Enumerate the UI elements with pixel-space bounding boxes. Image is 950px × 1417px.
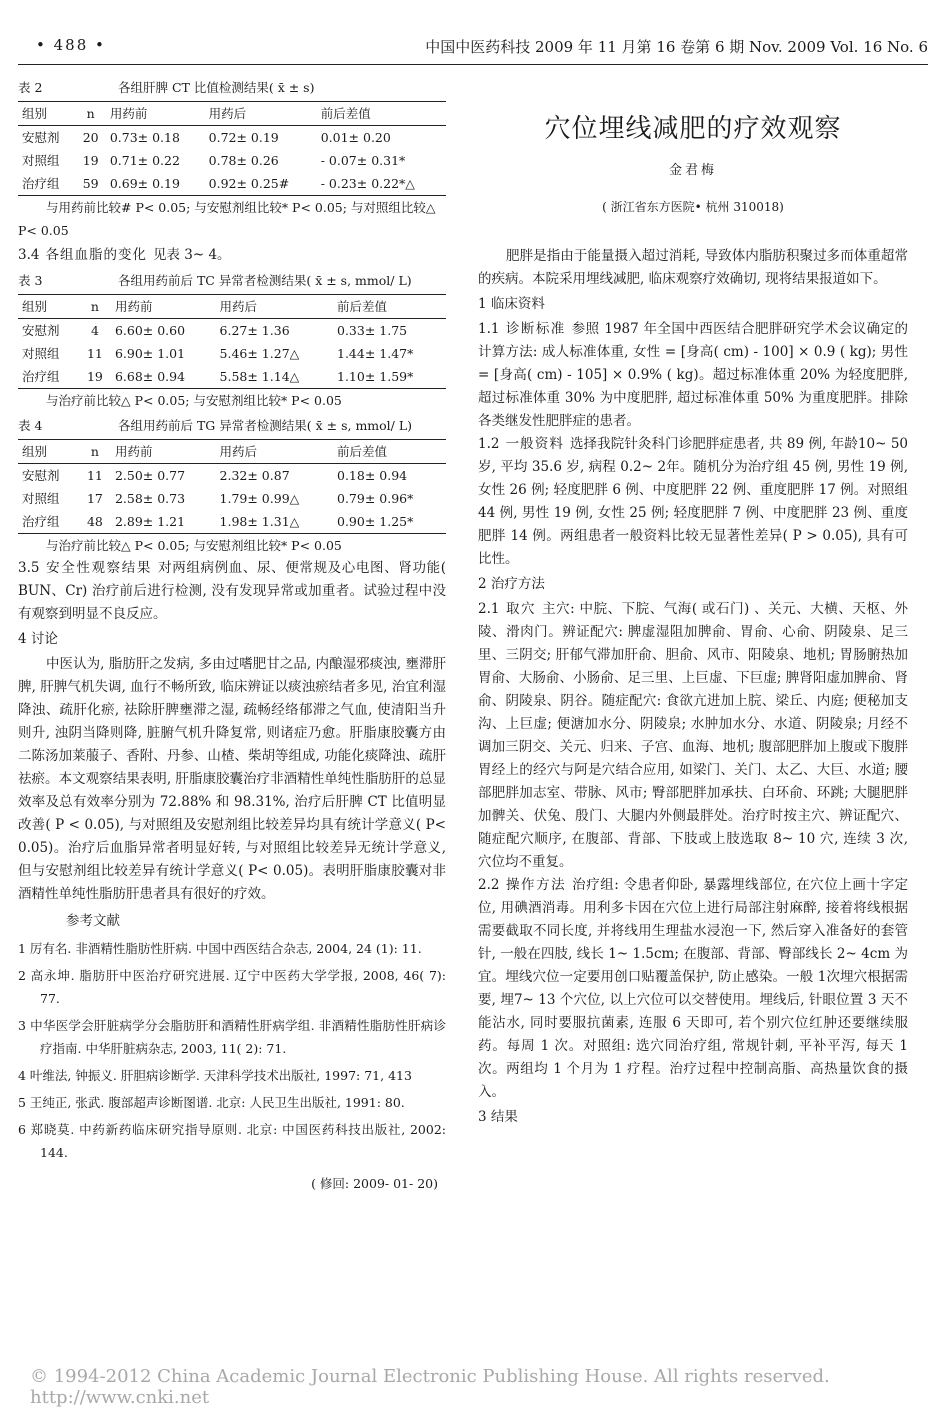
left-column <box>18 74 446 1195</box>
table-cell: 用药前 <box>111 295 216 319</box>
table-cell: 6.60± 0.60 <box>114 323 186 338</box>
table-cell: 0.90± 1.25* <box>333 510 446 534</box>
table-cell: 0.18± 0.94 <box>337 468 408 483</box>
reference-list <box>18 937 446 1164</box>
table-cell: 17 <box>86 491 103 506</box>
section-2-heading: 2 治疗方法 <box>478 576 545 592</box>
table-row <box>18 342 446 365</box>
table-cell: 安慰剂 <box>22 323 60 338</box>
table-row <box>18 172 446 196</box>
table-cell: 0.69± 0.19 <box>106 172 205 196</box>
table-cell: 前后差值 <box>333 295 446 319</box>
table-cell: 5.46± 1.27△ <box>219 346 300 361</box>
table-cell: - 0.23± 0.22*△ <box>317 172 446 196</box>
table-cell: 治疗组 <box>18 365 79 389</box>
table-cell: 2.58± 0.73 <box>114 491 186 506</box>
table-cell: 对照组 <box>22 153 60 168</box>
table-cell: 2.50± 0.77 <box>114 468 186 483</box>
section-1-heading: 1 临床资料 <box>478 296 545 312</box>
right-column <box>478 74 908 1131</box>
table-row <box>18 510 446 534</box>
reference-item: 3 中华医学会肝脏病学分会脂肪肝和酒精性肝病学组. 非酒精性脂肪性肝病诊疗指南. 中华肝脏病杂志, 2003, 11( 2): 71. <box>18 1018 446 1056</box>
table-cell: 2.32± 0.87 <box>219 468 290 483</box>
table-cell: n <box>79 295 111 319</box>
reference-item: 5 王纯正, 张武. 腹部超声诊断图谱. 北京: 人民卫生出版社, 1991: 80. <box>18 1095 405 1110</box>
table-cell: 对照组 <box>22 491 60 506</box>
table-cell: 前后差值 <box>333 440 446 464</box>
table-cell: 11 <box>86 346 103 361</box>
table-cell: 用药前 <box>106 102 205 126</box>
table-row <box>18 487 446 510</box>
table-cell: 安慰剂 <box>22 468 60 483</box>
reference-item: 2 高永坤. 脂肪肝中医治疗研究进展. 辽宁中医药大学学报, 2008, 46( 7): 77. <box>18 968 446 1006</box>
table-cell: - 0.07± 0.31* <box>320 153 406 168</box>
section-3-heading: 3 结果 <box>478 1109 518 1125</box>
table-cell: 0.92± 0.25# <box>205 172 317 196</box>
table3-caption: 表 3 各组用药前后 TC 异常者检测结果( x̄ ± s, mmol/ L) <box>18 273 412 288</box>
table-row <box>18 149 446 172</box>
intro-paragraph: 肥胖是指由于能量摄入超过消耗, 导致体内脂肪积聚过多而体重超常的疾病。本院采用埋线减肥, 临床观察疗效确切, 现将结果报道如下。 <box>478 248 908 287</box>
copyright-footer: © 1994-2012 China Academic Journal Electronic Publishing House. All rights reserved. http://www.cnki.net <box>30 1366 830 1408</box>
table-cell: 1.10± 1.59* <box>333 365 446 389</box>
table2-note: 与用药前比较# P< 0.05; 与安慰剂组比较* P< 0.05; 与对照组比较△ P< 0.05 <box>18 200 436 238</box>
table-cell: 2.89± 1.21 <box>111 510 216 534</box>
journal-info: 中国中医药科技 2009 年 11 月第 16 卷第 6 期 Nov. 2009 Vol. 16 No. 6 <box>425 38 928 56</box>
table-cell: 用药后 <box>216 295 333 319</box>
table4 <box>18 439 446 534</box>
table-cell: 1.44± 1.47* <box>337 346 414 361</box>
table-cell: 治疗组 <box>18 172 76 196</box>
table-header-row <box>18 440 446 464</box>
page-number: • 488 • <box>36 36 106 54</box>
table-cell: 前后差值 <box>317 102 446 126</box>
table-cell: 6.68± 0.94 <box>111 365 216 389</box>
table-cell: 48 <box>79 510 111 534</box>
section-2-1: 2.1 取穴 主穴: 中脘、下脘、气海( 或石门) 、关元、大横、天枢、外陵、滑肉门。辨证配穴: 脾虚湿阻加脾俞、胃俞、心俞、阴陵泉、足三里、三阴交; 肝郁气滞加肝俞、胆俞、风市、阳陵泉、地机; 胃肠腑热加胃俞、大肠俞、小肠俞、足三里、上巨虚、下巨虚; 脾肾阳虚加脾俞、肾俞、阴陵泉、阴谷。随症配穴: 食欲亢进加上脘、梁丘、内庭; 便秘加支沟、上巨虚; 便溏加水分、阴陵泉; 水肿加水分、水道、阴陵泉; 月经不调加三阴交、关元、归来、子宫、血海、地机; 腹部肥胖加上腹或下腹胖胃经上的经穴与阿是穴结合应用, 如梁门、关门、太乙、大巨、水道; 腰部肥胖加志室、带脉、风市; 臀部肥胖加承扶、白环俞、环跳; 大腿肥胖加髀关、伏兔、殷门、大腿内外侧最胖处。治疗时按主穴、辨证配穴、随症配穴顺序, 在腹部、背部、下肢或上肢选取 8~ 10 穴, 连续 3 次, 穴位均不重复。 <box>478 601 908 870</box>
table3-note: 与治疗前比较△ P< 0.05; 与安慰剂组比较* P< 0.05 <box>46 393 342 408</box>
table-cell: 组别 <box>18 295 79 319</box>
section-1-1: 1.1 诊断标准 参照 1987 年全国中西医结合肥胖研究学术会议确定的计算方法: 成人标准体重, 女性 = [身高( cm) - 100] × 0.9 ( kg); 男性 = [身高( cm) - 105] × 0.9% ( kg)。超过标准体重 20% 为轻度肥胖, 超过标准体重 30% 为中度肥胖, 超过标准体重 50% 为重度肥胖。排除各类继发性肥胖症的患者。 <box>478 321 908 429</box>
revision-date: ( 修回: 2009- 01- 20) <box>311 1176 438 1191</box>
table-row <box>18 365 446 389</box>
section-3-5: 3.5 安全性观察结果 对两组病例血、尿、便常规及心电图、肾功能( BUN、Cr) 治疗前后进行检测, 没有发现异常或加重者。试验过程中没有观察到明显不良反应。 <box>18 560 446 622</box>
table-header-row <box>18 295 446 319</box>
table-cell: 11 <box>86 468 103 483</box>
table-cell: 19 <box>79 365 111 389</box>
table-cell: 1.79± 0.99△ <box>219 491 300 506</box>
table-cell: 0.33± 1.75 <box>337 323 408 338</box>
table-cell: 19 <box>82 153 99 168</box>
article-title: 穴位埋线减肥的疗效观察 <box>544 114 842 144</box>
table-cell: 5.58± 1.14△ <box>216 365 333 389</box>
table-cell: 安慰剂 <box>22 130 60 145</box>
table-cell: 组别 <box>18 440 79 464</box>
table-cell: 6.90± 1.01 <box>114 346 186 361</box>
table2 <box>18 101 446 196</box>
table-cell: 4 <box>90 323 99 338</box>
reference-item: 4 叶维法, 钟振义. 肝胆病诊断学. 天津科学技术出版社, 1997: 71, 413 <box>18 1068 412 1083</box>
table-row <box>18 126 446 150</box>
reference-item: 6 郑晓莫. 中药新药临床研究指导原则. 北京: 中国医药科技出版社, 2002: 144. <box>18 1122 446 1160</box>
table-cell: 组别 <box>18 102 76 126</box>
table-row <box>18 319 446 343</box>
table-cell: 20 <box>82 130 99 145</box>
section-4-heading: 4 讨论 <box>18 631 58 647</box>
table-cell: 6.27± 1.36 <box>219 323 290 338</box>
table-cell: 0.72± 0.19 <box>208 130 279 145</box>
table-row <box>18 464 446 488</box>
table-cell: 治疗组 <box>18 510 79 534</box>
section-2-2: 2.2 操作方法 治疗组: 令患者仰卧, 暴露埋线部位, 在穴位上画十字定位, 用碘酒消毒。用利多卡因在穴位上进行局部注射麻醉, 接着将线根据需要截取不同长度, 并将线用生理盐水浸泡一下, 然后穿入准备好的套管针, 一般在四肢, 线长 1~ 1.5cm; 在腹部、背部、臀部线长 2~ 4cm 为宜。埋线穴位一定要用创口贴覆盖保护, 防止感染。一般 1次埋穴根据需要, 埋7~ 13 个穴位, 以上穴位可以交替使用。埋线后, 针眼位置 3 天不能沾水, 同时要服抗菌素, 连服 6 天即可, 若个别穴位红肿还要继续服药。每周 1 次。对照组: 选穴同治疗组, 常规针刺, 平补平泻, 每天 1 次。两组均 1 个月为 1 疗程。治疗过程中控制高脂、高热量饮食的摄入。 <box>478 877 909 1100</box>
section-1-2: 1.2 一般资料 选择我院针灸科门诊肥胖症患者, 共 89 例, 年龄10~ 50岁, 平均 35.6 岁, 病程 0.2~ 2年。随机分为治疗组 45 例, 男性 19 例, 女性 26 例; 轻度肥胖 6 例、中度肥胖 22 例、重度肥胖 17 例。对照组 44 例, 男性 19 例, 女性 25 例; 轻度肥胖 7 例、中度肥胖 23 例、重度肥胖 14 例。两组患者一般资料比较无显著性差异( P > 0.05), 具有可比性。 <box>478 436 908 567</box>
table-cell: 1.98± 1.31△ <box>216 510 333 534</box>
table-cell: 对照组 <box>22 346 60 361</box>
article-affiliation: ( 浙江省东方医院• 杭州 310018) <box>602 200 784 214</box>
table-cell: n <box>79 440 111 464</box>
discussion-paragraph: 中医认为, 脂肪肝之发病, 多由过嗜肥甘之品, 内酿湿邪痰浊, 壅滞肝脾, 肝脾气机失调, 血行不畅所致, 临床辨证以痰浊瘀结者多见, 治宜利湿降浊、疏肝化瘀, 祛除肝脾壅滞之湿, 疏畅经络郁滞之气血, 使清阳当升则升, 浊阴当降则降, 脏腑气机升降复常, 则诸症乃愈。肝脂康胶囊方由二陈汤加莱菔子、香附、丹参、山楂、柴胡等组成, 功能化痰降浊、疏肝祛瘀。本文观察结果表明, 肝脂康胶囊治疗非酒精性单纯性脂肪肝的总显效率及总有效率分别为 72.88% 和 98.31%, 治疗后肝脾 CT 比值明显改善( P < 0.05), 与对照组及安慰剂组比较差异均具有统计学意义( P< 0.05)。治疗后血脂异常者明显好转, 与对照组比较差异无统计学意义, 但与安慰剂组比较差异有统计学意义( P< 0.05)。表明肝脂康胶囊对非酒精性单纯性脂肪肝患者具有很好的疗效。 <box>18 656 446 902</box>
table2-caption: 表 2 各组肝脾 CT 比值检测结果( x̄ ± s) <box>18 80 315 95</box>
article-author: 金君梅 <box>668 163 717 178</box>
table-cell: 0.73± 0.18 <box>109 130 180 145</box>
table4-note: 与治疗前比较△ P< 0.05; 与安慰剂组比较* P< 0.05 <box>46 538 342 553</box>
section-3-4: 3.4 各组血脂的变化 见表 3~ 4。 <box>18 247 231 263</box>
table4-caption: 表 4 各组用药前后 TG 异常者检测结果( x̄ ± s, mmol/ L) <box>18 418 413 433</box>
table-cell: 0.01± 0.20 <box>320 130 391 145</box>
table3 <box>18 294 446 389</box>
table-cell: 0.79± 0.96* <box>337 491 414 506</box>
table-cell: 0.71± 0.22 <box>109 153 180 168</box>
table-cell: 0.78± 0.26 <box>208 153 279 168</box>
table-header-row <box>18 102 446 126</box>
references-heading: 参考文献 <box>66 913 120 929</box>
table-cell: 用药后 <box>205 102 317 126</box>
reference-item: 1 厉有名. 非酒精性脂肪性肝病. 中国中西医结合杂志, 2004, 24 (1): 11. <box>18 941 422 956</box>
table-cell: 59 <box>76 172 106 196</box>
table-cell: 用药后 <box>216 440 333 464</box>
table-cell: n <box>76 102 106 126</box>
page-header <box>18 34 928 65</box>
table-cell: 用药前 <box>111 440 216 464</box>
